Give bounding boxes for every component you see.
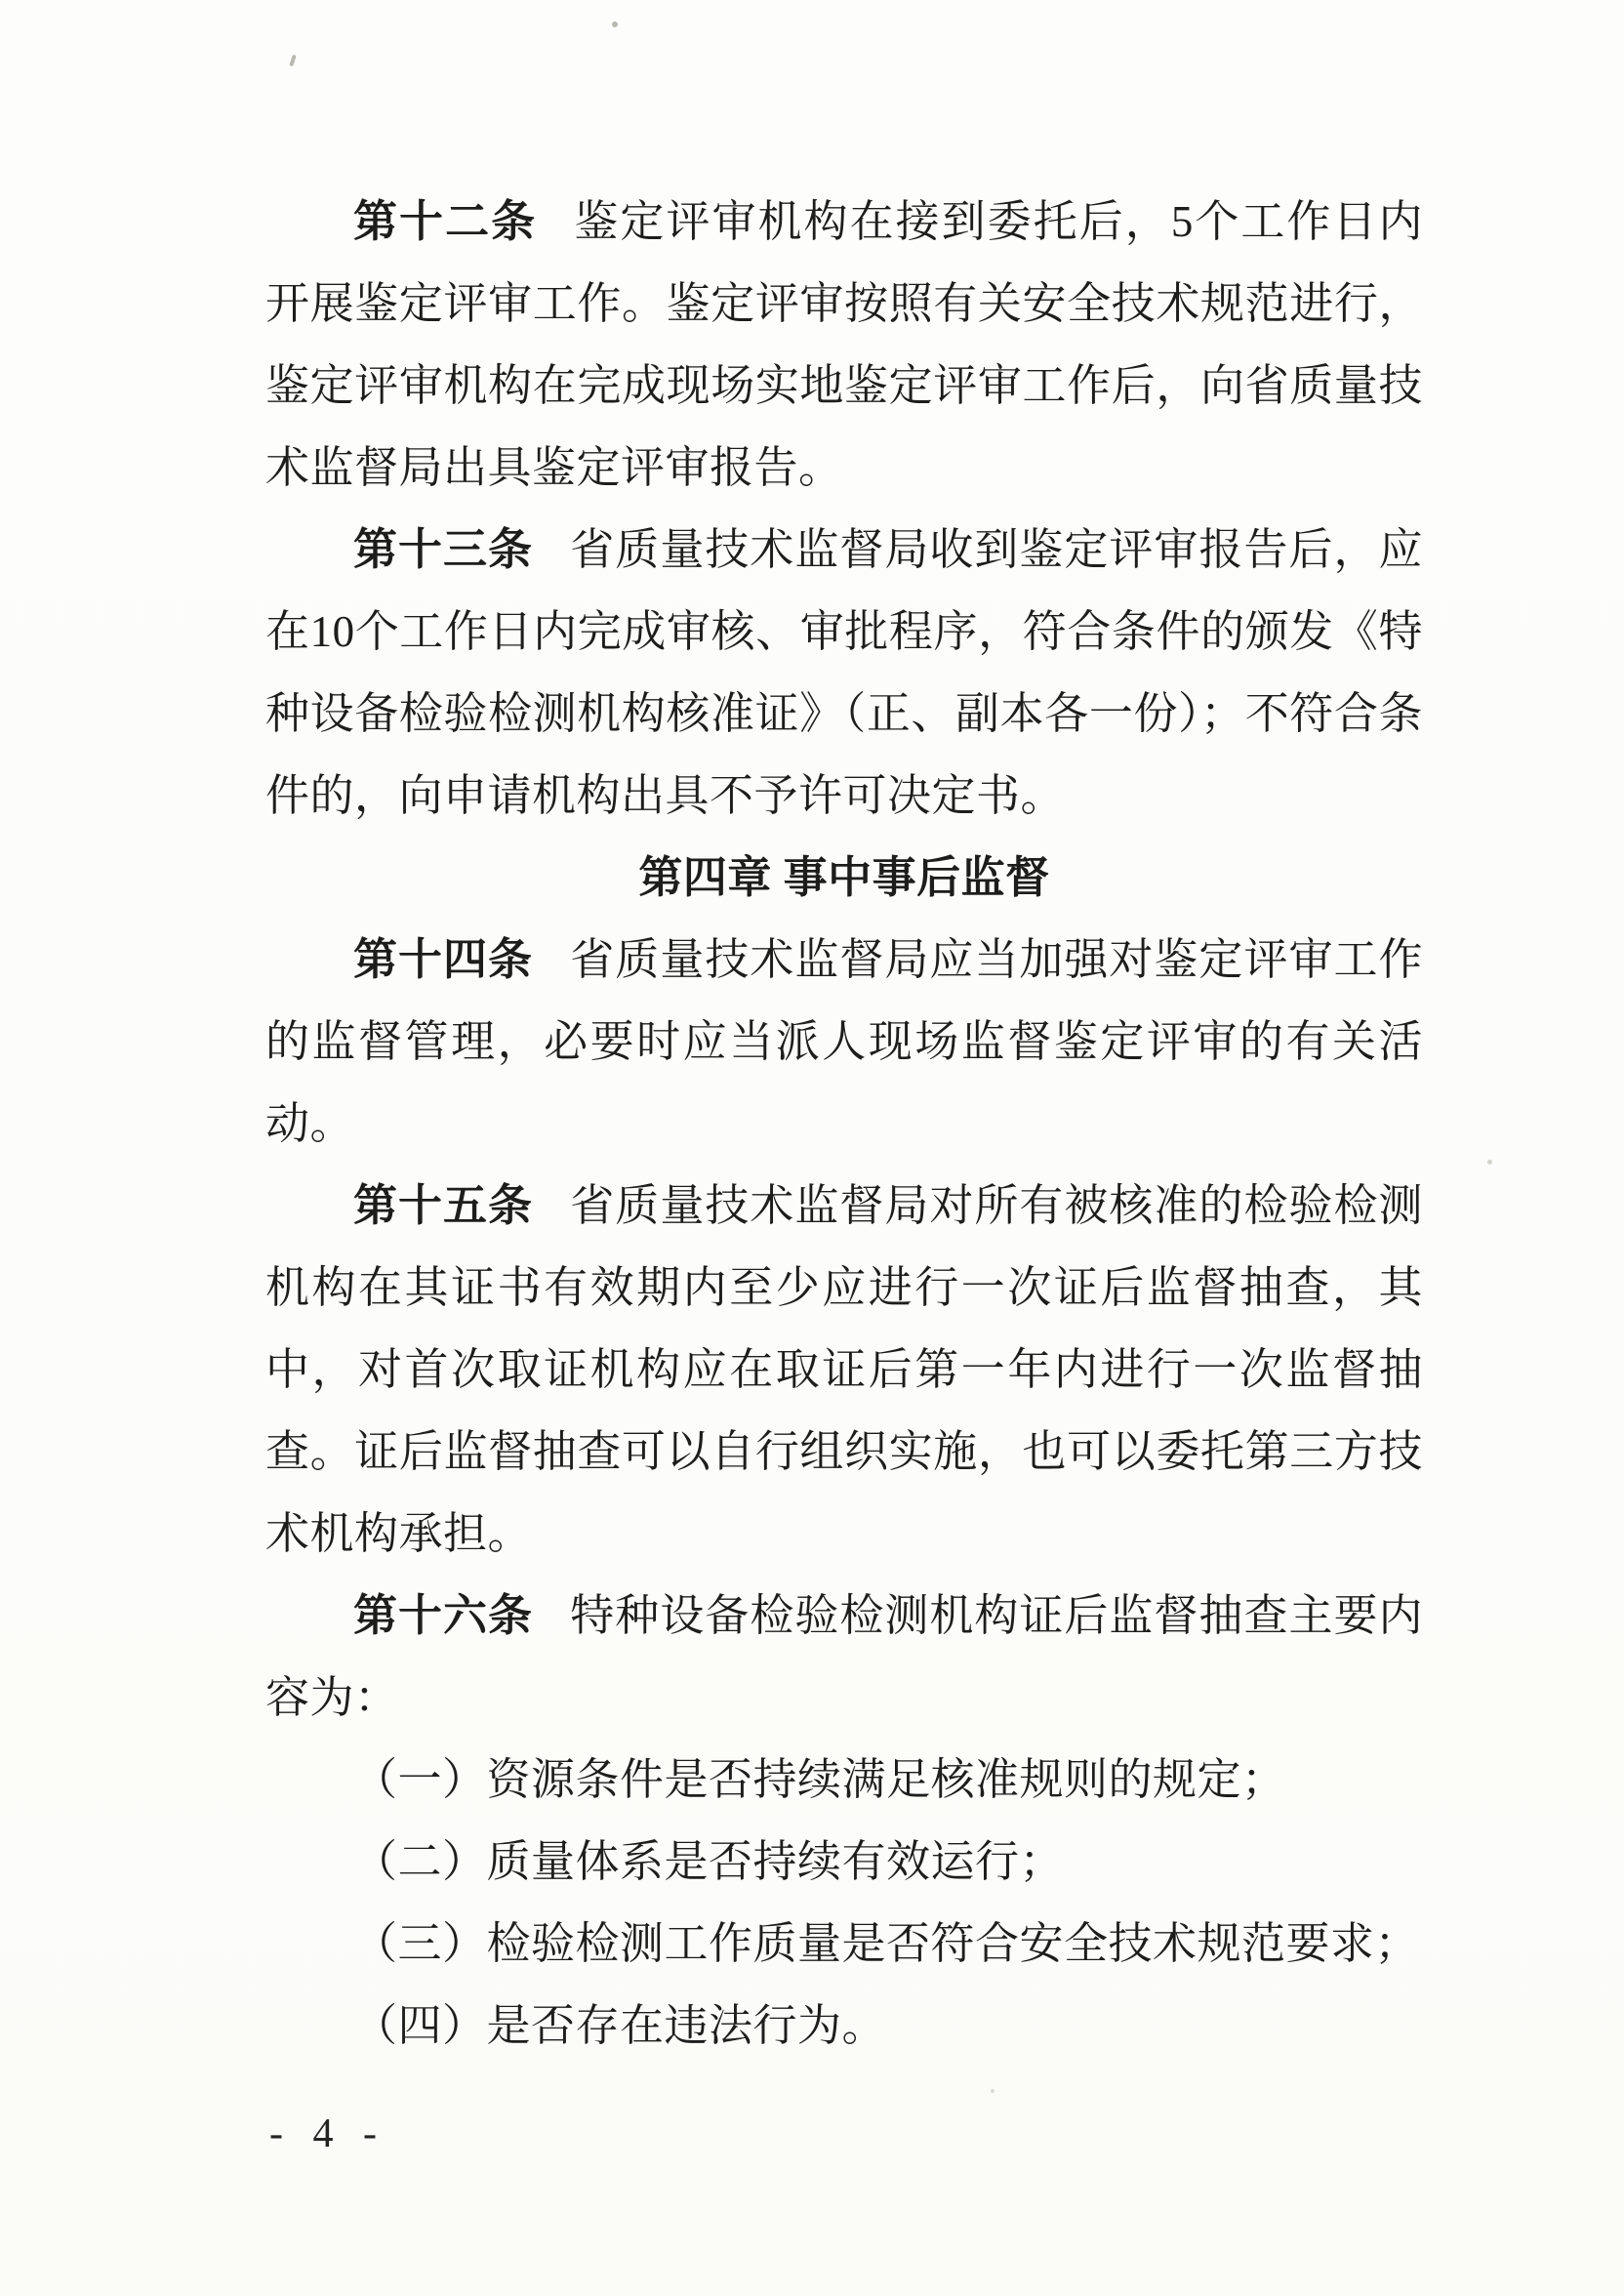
inspection-item-2: （二）质量体系是否持续有效运行； (353, 1837, 1065, 1886)
chapter-heading: 第四章 事中事后监督 (638, 853, 1050, 902)
article-15-paragraph (265, 1165, 1423, 1575)
article-16-number: 第十六条 (353, 1591, 534, 1640)
article-13-text: 省质量技术监督局收到鉴定评审报告后，应在10个工作日内完成审核、审批程序，符合条件的颁发《特种设备检验检测机构核准证》（正、副本各一份）；不符合条件的，向申请机构出具不予许可决定书。 (265, 525, 1423, 820)
inspection-item-4: （四）是否存在违法行为。 (353, 2001, 887, 2050)
article-16-paragraph (265, 1575, 1423, 1739)
article-14-text: 省质量技术监督局应当加强对鉴定评审工作的监督管理，必要时应当派人现场监督鉴定评审的有关活动。 (265, 935, 1423, 1148)
article-13-paragraph (265, 509, 1423, 837)
scan-speck (612, 21, 618, 27)
inspection-item-3: （三）检验检测工作质量是否符合安全技术规范要求； (353, 1919, 1420, 1968)
article-15-text: 省质量技术监督局对所有被核准的检验检测机构在其证书有效期内至少应进行一次证后监督抽查，其中，对首次取证机构应在取证后第一年内进行一次监督抽查。证后监督抽查可以自行组织实施，也可以委托第三方技术机构承担。 (265, 1181, 1423, 1558)
inspection-item-1: （一）资源条件是否持续满足核准规则的规定； (353, 1755, 1286, 1804)
article-12-text: 鉴定评审机构在接到委托后，5个工作日内开展鉴定评审工作。鉴定评审按照有关安全技术规范进行，鉴定评审机构在完成现场实地鉴定评审工作后，向省质量技术监督局出具鉴定评审报告。 (265, 197, 1423, 492)
article-14-number: 第十四条 (353, 935, 534, 984)
page-footer (269, 2109, 386, 2159)
scan-speck (1487, 1160, 1492, 1165)
article-13-number: 第十三条 (353, 525, 534, 574)
scan-speck (991, 2089, 995, 2093)
article-16-text: 特种设备检验检测机构证后监督抽查主要内容为： (265, 1591, 1423, 1722)
article-12-paragraph (265, 181, 1423, 509)
article-12-number: 第十二条 (353, 197, 538, 246)
document-body (265, 181, 1423, 2067)
article-15-number: 第十五条 (353, 1181, 534, 1230)
article-14-paragraph (265, 919, 1423, 1165)
scan-speck (289, 55, 297, 67)
page-number: - 4 - (269, 2112, 386, 2156)
